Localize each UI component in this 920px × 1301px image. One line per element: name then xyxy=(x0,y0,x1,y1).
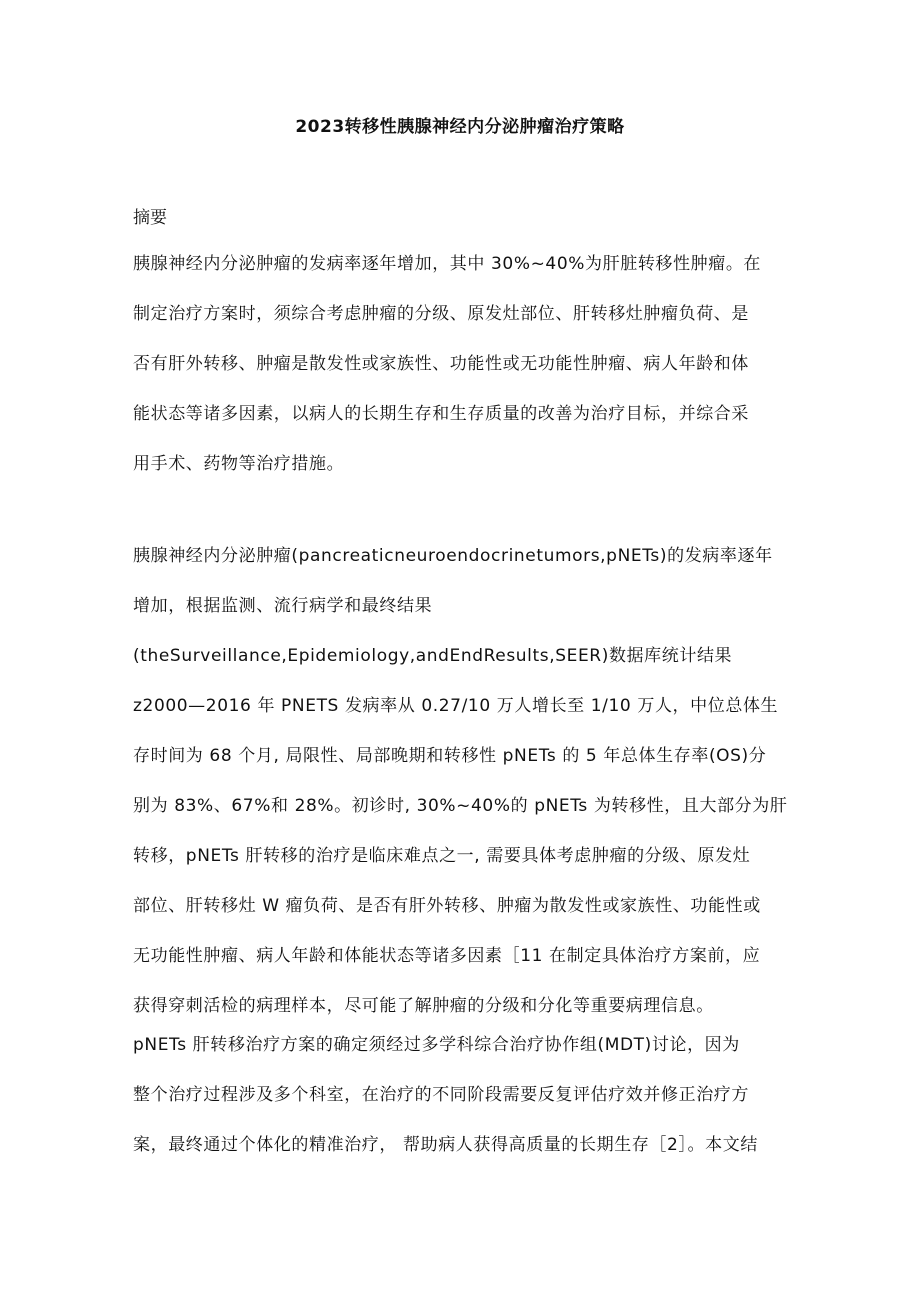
paragraph-line: 无功能性肿瘤、病人年龄和体能状态等诸多因素［11 在制定具体治疗方案前，应 xyxy=(133,946,761,966)
paragraph-line: 否有肝外转移、肿瘤是散发性或家族性、功能性或无功能性肿瘤、病人年龄和体 xyxy=(133,354,749,374)
paragraph-line: 胰腺神经内分泌肿瘤(pancreaticneuroendocrinetumors,pNETs)的发病率逐年 xyxy=(133,546,773,566)
paragraph-line: pNETs 肝转移治疗方案的确定须经过多学科综合治疗协作组(MDT)讨论，因为 xyxy=(133,1035,740,1055)
paragraph-line: 用手术、药物等治疗措施。 xyxy=(133,454,345,474)
paragraph-line: 能状态等诸多因素，以病人的长期生存和生存质量的改善为治疗目标，并综合采 xyxy=(133,404,749,424)
paragraph-line: z2000—2016 年 PNETS 发病率从 0.27/10 万人增长至 1/10 万人，中位总体生 xyxy=(133,696,779,716)
paragraph-line: 制定治疗方案时，须综合考虑肿瘤的分级、原发灶部位、肝转移灶肿瘤负荷、是 xyxy=(133,304,749,324)
paragraph-line: 别为 83%、67%和 28%。初诊时, 30%~40%的 pNETs 为转移性，且大部分为肝 xyxy=(133,796,788,816)
body-paragraph-1 xyxy=(133,531,793,1031)
paragraph-line: 增加，根据监测、流行病学和最终结果 xyxy=(133,596,433,616)
abstract-heading: 摘要 xyxy=(133,208,167,228)
paragraph-line: 存时间为 68 个月, 局限性、局部晚期和转移性 pNETs 的 5 年总体生存率(OS)分 xyxy=(133,746,767,766)
paragraph-line: 转移，pNETs 肝转移的治疗是临床难点之一, 需要具体考虑肿瘤的分级、原发灶 xyxy=(133,846,751,866)
paragraph-line: 整个治疗过程涉及多个科室，在治疗的不同阶段需要反复评估疗效并修正治疗方 xyxy=(133,1085,749,1105)
paragraph-line: 获得穿刺活检的病理样本，尽可能了解肿瘤的分级和分化等重要病理信息。 xyxy=(133,996,714,1016)
paragraph-line: 案，最终通过个体化的精准治疗， 帮助病人获得高质量的长期生存［2］。本文结 xyxy=(133,1135,758,1155)
paragraph-line: (theSurveillance,Epidemiology,andEndResults,SEER)数据库统计结果 xyxy=(133,646,733,666)
paragraph-line: 部位、肝转移灶 W 瘤负荷、是否有肝外转移、肿瘤为散发性或家族性、功能性或 xyxy=(133,896,761,916)
body-paragraph-2 xyxy=(133,1020,793,1170)
paragraph-line: 胰腺神经内分泌肿瘤的发病率逐年增加，其中 30%~40%为肝脏转移性肿瘤。在 xyxy=(133,254,762,274)
abstract-paragraph xyxy=(133,239,793,489)
document-title: 2023转移性胰腺神经内分泌肿瘤治疗策略 xyxy=(295,117,625,137)
